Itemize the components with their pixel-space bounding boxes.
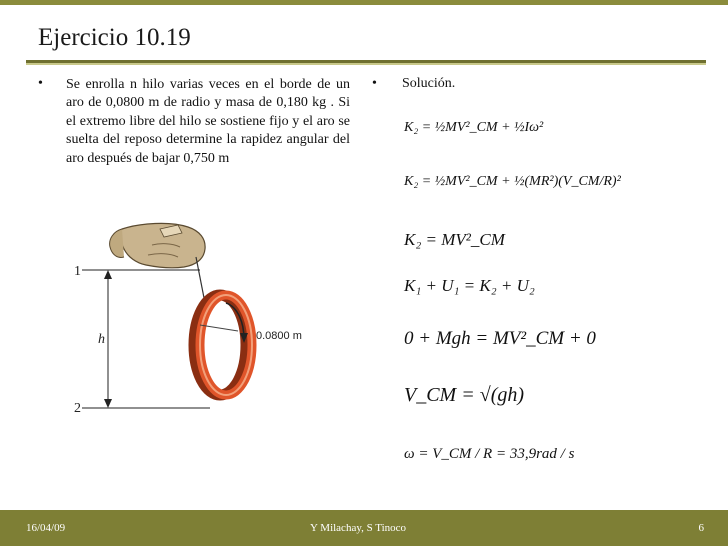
equation-6: V_CM = √(gh) bbox=[404, 384, 525, 406]
equation-4: K₁ + U₁ = K₂ + U₂ bbox=[404, 276, 535, 295]
height-label: h bbox=[98, 332, 105, 347]
page-number: 6 bbox=[698, 522, 704, 534]
footer-date: 16/04/09 bbox=[26, 522, 66, 534]
solution-label: Solución. bbox=[402, 76, 456, 91]
string-line bbox=[196, 257, 205, 303]
level-1-label: 1 bbox=[74, 264, 81, 279]
hoop-figure bbox=[60, 215, 350, 415]
footer-bar bbox=[0, 510, 728, 546]
equation-7: ω = V_CM / R = 33,9rad / s bbox=[404, 446, 575, 462]
footer-authors: Y Milachay, S Tinoco bbox=[310, 522, 407, 534]
equation-1: K₂ = ½MV²_CM + ½Iω² bbox=[404, 120, 544, 135]
solution-bullet: • bbox=[372, 76, 377, 91]
hoop bbox=[194, 295, 252, 395]
problem-bullet: • bbox=[38, 76, 43, 91]
equation-3: K₂ = MV²_CM bbox=[404, 230, 505, 249]
level-2-label: 2 bbox=[74, 401, 81, 415]
hand-illustration bbox=[110, 223, 205, 267]
equation-2: K₂ = ½MV²_CM + ½(MR²)(V_CM/R)² bbox=[404, 174, 621, 189]
radius-label: 0.0800 m bbox=[256, 330, 302, 342]
title-divider-light bbox=[26, 63, 706, 65]
slide-title: Ejercicio 10.19 bbox=[38, 24, 191, 51]
equation-5: 0 + Mgh = MV²_CM + 0 bbox=[404, 328, 596, 349]
top-accent-band bbox=[0, 0, 728, 5]
problem-statement: Se enrolla n hilo varias veces en el borde de un aro de 0,0800 m de radio y masa de 0,180 kg . Si el extremo libre del hilo se sostiene fijo y el aro se suelta del reposo determine la rapidez angular del aro después de bajar 0,750 m bbox=[66, 77, 350, 166]
height-arrow bbox=[104, 270, 112, 408]
